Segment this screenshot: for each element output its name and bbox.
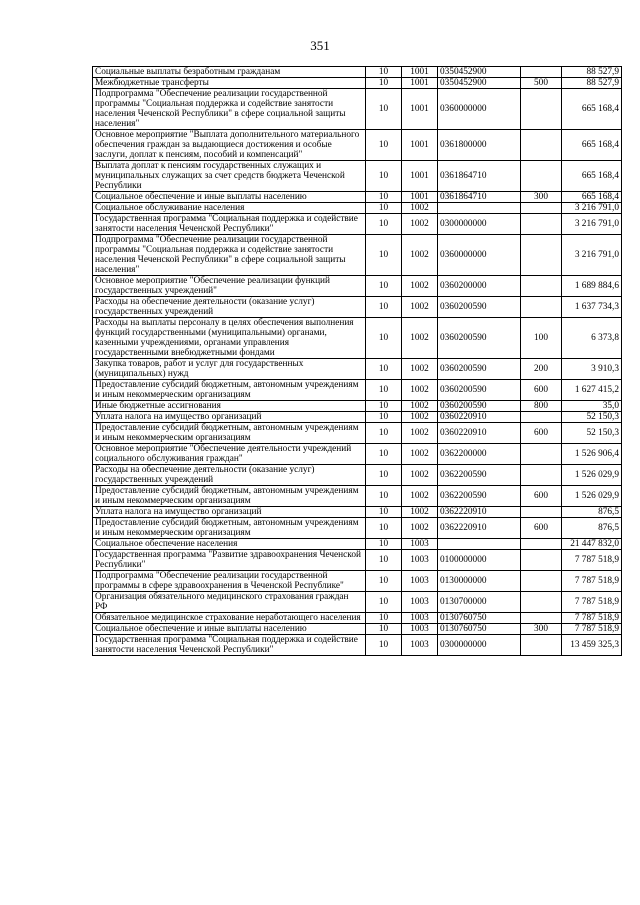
row-subsection-cell: 1002 [402, 518, 438, 539]
row-subsection-cell: 1002 [402, 380, 438, 401]
row-name-cell: Выплата доплат к пенсиям государственных служащих и муниципальных служащих за счет средств бюджета Чеченской Республики [93, 161, 366, 192]
row-section-cell: 10 [366, 235, 402, 276]
row-section-cell: 10 [366, 214, 402, 235]
budget-table [92, 66, 622, 656]
row-vr-cell [521, 635, 562, 656]
row-vr-cell: 800 [521, 401, 562, 412]
row-csr-cell: 0360200000 [438, 276, 521, 297]
row-section-cell: 10 [366, 89, 402, 130]
row-vr-cell [521, 203, 562, 214]
row-vr-cell: 600 [521, 380, 562, 401]
table-row [93, 192, 622, 203]
table-row [93, 592, 622, 613]
row-subsection-cell: 1002 [402, 401, 438, 412]
row-sum-cell: 52 150,3 [562, 412, 622, 423]
row-csr-cell: 0360000000 [438, 235, 521, 276]
row-section-cell: 10 [366, 130, 402, 161]
row-section-cell: 10 [366, 518, 402, 539]
row-name-cell: Обязательное медицинское страхование неработающего населения [93, 613, 366, 624]
row-section-cell: 10 [366, 401, 402, 412]
table-row [93, 203, 622, 214]
table-row [93, 486, 622, 507]
row-vr-cell [521, 613, 562, 624]
row-subsection-cell: 1003 [402, 539, 438, 550]
row-subsection-cell: 1002 [402, 423, 438, 444]
row-sum-cell: 35,0 [562, 401, 622, 412]
row-vr-cell [521, 276, 562, 297]
row-name-cell: Основное мероприятие "Обеспечение деятельности учреждений социального обслуживания граждан" [93, 444, 366, 465]
table-row [93, 571, 622, 592]
row-vr-cell [521, 592, 562, 613]
row-sum-cell: 7 787 518,9 [562, 571, 622, 592]
row-name-cell: Расходы на выплаты персоналу в целях обеспечения выполнения функций государственными (муниципальными) органами, казенными учреждениями, органами управления государственными внебюджетными фондами [93, 318, 366, 359]
row-name-cell: Предоставление субсидий бюджетным, автономным учреждениям и иным некоммерческим организациям [93, 486, 366, 507]
row-section-cell: 10 [366, 203, 402, 214]
row-vr-cell: 600 [521, 486, 562, 507]
row-sum-cell: 1 526 029,9 [562, 486, 622, 507]
row-subsection-cell: 1002 [402, 359, 438, 380]
row-csr-cell: 0362200590 [438, 465, 521, 486]
row-name-cell: Социальные выплаты безработным гражданам [93, 67, 366, 78]
row-vr-cell [521, 539, 562, 550]
row-section-cell: 10 [366, 550, 402, 571]
table-row [93, 635, 622, 656]
row-section-cell: 10 [366, 539, 402, 550]
row-subsection-cell: 1002 [402, 214, 438, 235]
row-vr-cell [521, 507, 562, 518]
row-sum-cell: 1 627 415,2 [562, 380, 622, 401]
row-subsection-cell: 1002 [402, 276, 438, 297]
row-csr-cell: 0362200590 [438, 486, 521, 507]
row-csr-cell: 0360200590 [438, 318, 521, 359]
row-vr-cell [521, 412, 562, 423]
row-name-cell: Социальное обеспечение и иные выплаты населению [93, 624, 366, 635]
row-vr-cell [521, 550, 562, 571]
row-sum-cell: 13 459 325,3 [562, 635, 622, 656]
row-name-cell: Подпрограмма "Обеспечение реализации государственной программы "Социальная поддержка и содействие занятости населения Чеченской Республики" в сфере социальной защиты населения" [93, 89, 366, 130]
row-sum-cell: 88 527,9 [562, 67, 622, 78]
row-sum-cell: 1 526 029,9 [562, 465, 622, 486]
row-section-cell: 10 [366, 624, 402, 635]
row-sum-cell: 7 787 518,9 [562, 592, 622, 613]
row-csr-cell: 0130760750 [438, 613, 521, 624]
table-row [93, 624, 622, 635]
row-name-cell: Организация обязательного медицинского страхования граждан РФ [93, 592, 366, 613]
row-subsection-cell: 1001 [402, 130, 438, 161]
row-csr-cell: 0361864710 [438, 192, 521, 203]
row-section-cell: 10 [366, 465, 402, 486]
row-csr-cell: 0360200590 [438, 359, 521, 380]
row-vr-cell: 600 [521, 423, 562, 444]
row-section-cell: 10 [366, 592, 402, 613]
row-sum-cell: 7 787 518,9 [562, 613, 622, 624]
table-row [93, 318, 622, 359]
row-csr-cell: 0360000000 [438, 89, 521, 130]
row-sum-cell: 3 910,3 [562, 359, 622, 380]
row-csr-cell [438, 203, 521, 214]
table-row [93, 297, 622, 318]
row-subsection-cell: 1002 [402, 297, 438, 318]
row-section-cell: 10 [366, 412, 402, 423]
row-subsection-cell: 1002 [402, 465, 438, 486]
row-vr-cell [521, 235, 562, 276]
table-row [93, 444, 622, 465]
row-section-cell: 10 [366, 297, 402, 318]
row-section-cell: 10 [366, 67, 402, 78]
row-csr-cell: 0350452900 [438, 67, 521, 78]
row-name-cell: Подпрограмма "Обеспечение реализации государственной программы в сфере здравоохранения в Чеченской Республике" [93, 571, 366, 592]
row-sum-cell: 52 150,3 [562, 423, 622, 444]
row-sum-cell: 1 526 906,4 [562, 444, 622, 465]
table-row [93, 412, 622, 423]
row-vr-cell [521, 67, 562, 78]
page-number: 351 [310, 38, 330, 53]
row-section-cell: 10 [366, 444, 402, 465]
table-row [93, 130, 622, 161]
row-subsection-cell: 1002 [402, 203, 438, 214]
row-sum-cell: 7 787 518,9 [562, 550, 622, 571]
row-section-cell: 10 [366, 161, 402, 192]
row-name-cell: Социальное обслуживание населения [93, 203, 366, 214]
row-subsection-cell: 1001 [402, 78, 438, 89]
row-subsection-cell: 1003 [402, 550, 438, 571]
row-name-cell: Государственная программа "Развитие здравоохранения Чеченской Республики" [93, 550, 366, 571]
row-name-cell: Государственная программа "Социальная поддержка и содействие занятости населения Чеченской Республики" [93, 214, 366, 235]
row-csr-cell: 0362220910 [438, 507, 521, 518]
row-csr-cell [438, 539, 521, 550]
row-vr-cell: 500 [521, 78, 562, 89]
row-sum-cell: 876,5 [562, 518, 622, 539]
table-row [93, 78, 622, 89]
row-subsection-cell: 1003 [402, 613, 438, 624]
table-row [93, 465, 622, 486]
row-name-cell: Расходы на обеспечение деятельности (оказание услуг) государственных учреждений [93, 297, 366, 318]
row-sum-cell: 21 447 832,0 [562, 539, 622, 550]
row-subsection-cell: 1001 [402, 89, 438, 130]
row-name-cell: Государственная программа "Социальная поддержка и содействие занятости населения Чеченской Республики" [93, 635, 366, 656]
row-name-cell: Основное мероприятие "Обеспечение реализации функций государственных учреждений" [93, 276, 366, 297]
row-vr-cell: 100 [521, 318, 562, 359]
row-section-cell: 10 [366, 571, 402, 592]
row-csr-cell: 0130760750 [438, 624, 521, 635]
table-row [93, 539, 622, 550]
row-name-cell: Иные бюджетные ассигнования [93, 401, 366, 412]
row-sum-cell: 88 527,9 [562, 78, 622, 89]
row-name-cell: Межбюджетные трансферты [93, 78, 366, 89]
row-subsection-cell: 1003 [402, 624, 438, 635]
row-sum-cell: 665 168,4 [562, 161, 622, 192]
row-sum-cell: 6 373,8 [562, 318, 622, 359]
row-section-cell: 10 [366, 613, 402, 624]
table-row [93, 67, 622, 78]
table-row [93, 613, 622, 624]
row-name-cell: Предоставление субсидий бюджетным, автономным учреждениям и иным некоммерческим организациям [93, 380, 366, 401]
row-subsection-cell: 1002 [402, 318, 438, 359]
row-subsection-cell: 1002 [402, 412, 438, 423]
row-subsection-cell: 1002 [402, 444, 438, 465]
row-sum-cell: 3 216 791,0 [562, 235, 622, 276]
row-name-cell: Социальное обеспечение и иные выплаты населению [93, 192, 366, 203]
row-vr-cell [521, 89, 562, 130]
row-csr-cell: 0361864710 [438, 161, 521, 192]
row-csr-cell: 0360200590 [438, 401, 521, 412]
row-csr-cell: 0360220910 [438, 412, 521, 423]
row-csr-cell: 0300000000 [438, 635, 521, 656]
row-sum-cell: 1 689 884,6 [562, 276, 622, 297]
row-sum-cell: 665 168,4 [562, 89, 622, 130]
row-csr-cell: 0100000000 [438, 550, 521, 571]
row-sum-cell: 665 168,4 [562, 192, 622, 203]
row-vr-cell: 200 [521, 359, 562, 380]
table-row [93, 401, 622, 412]
row-name-cell: Предоставление субсидий бюджетным, автономным учреждениям и иным некоммерческим организациям [93, 423, 366, 444]
row-vr-cell [521, 444, 562, 465]
row-section-cell: 10 [366, 318, 402, 359]
table-row [93, 161, 622, 192]
row-subsection-cell: 1002 [402, 486, 438, 507]
table-row [93, 518, 622, 539]
row-subsection-cell: 1002 [402, 507, 438, 518]
row-vr-cell: 300 [521, 192, 562, 203]
row-sum-cell: 876,5 [562, 507, 622, 518]
row-csr-cell: 0350452900 [438, 78, 521, 89]
row-section-cell: 10 [366, 276, 402, 297]
row-csr-cell: 0360200590 [438, 380, 521, 401]
table-row [93, 423, 622, 444]
row-csr-cell: 0130700000 [438, 592, 521, 613]
row-csr-cell: 0361800000 [438, 130, 521, 161]
row-sum-cell: 3 216 791,0 [562, 203, 622, 214]
row-subsection-cell: 1003 [402, 592, 438, 613]
row-sum-cell: 7 787 518,9 [562, 624, 622, 635]
row-section-cell: 10 [366, 78, 402, 89]
table-row [93, 550, 622, 571]
row-subsection-cell: 1001 [402, 161, 438, 192]
row-name-cell: Расходы на обеспечение деятельности (оказание услуг) государственных учреждений [93, 465, 366, 486]
table-row [93, 359, 622, 380]
row-subsection-cell: 1003 [402, 571, 438, 592]
row-section-cell: 10 [366, 359, 402, 380]
row-name-cell: Подпрограмма "Обеспечение реализации государственной программы "Социальная поддержка и содействие занятости населения Чеченской Республики" в сфере социальной защиты населения" [93, 235, 366, 276]
table-row [93, 214, 622, 235]
table-row [93, 235, 622, 276]
row-csr-cell: 0300000000 [438, 214, 521, 235]
row-name-cell: Социальное обеспечение населения [93, 539, 366, 550]
row-csr-cell: 0362200000 [438, 444, 521, 465]
row-section-cell: 10 [366, 486, 402, 507]
table-row [93, 380, 622, 401]
row-csr-cell: 0362220910 [438, 518, 521, 539]
row-sum-cell: 3 216 791,0 [562, 214, 622, 235]
budget-table-body [93, 67, 622, 656]
row-section-cell: 10 [366, 380, 402, 401]
row-csr-cell: 0130000000 [438, 571, 521, 592]
row-name-cell: Уплата налога на имущество организаций [93, 507, 366, 518]
row-vr-cell [521, 297, 562, 318]
row-vr-cell: 600 [521, 518, 562, 539]
row-sum-cell: 665 168,4 [562, 130, 622, 161]
table-row [93, 507, 622, 518]
row-name-cell: Основное мероприятие "Выплата дополнительного материального обеспечения граждан за выдающиеся достижения и особые заслуги, доплат к пенсиям, пособий и компенсаций" [93, 130, 366, 161]
row-csr-cell: 0360200590 [438, 297, 521, 318]
row-vr-cell: 300 [521, 624, 562, 635]
row-subsection-cell: 1001 [402, 192, 438, 203]
row-subsection-cell: 1003 [402, 635, 438, 656]
row-vr-cell [521, 465, 562, 486]
row-vr-cell [521, 161, 562, 192]
row-name-cell: Уплата налога на имущество организаций [93, 412, 366, 423]
row-vr-cell [521, 214, 562, 235]
row-subsection-cell: 1002 [402, 235, 438, 276]
row-csr-cell: 0360220910 [438, 423, 521, 444]
table-row [93, 276, 622, 297]
row-name-cell: Закупка товаров, работ и услуг для государственных (муниципальных) нужд [93, 359, 366, 380]
table-row [93, 89, 622, 130]
row-section-cell: 10 [366, 507, 402, 518]
row-section-cell: 10 [366, 423, 402, 444]
row-sum-cell: 1 637 734,3 [562, 297, 622, 318]
row-vr-cell [521, 571, 562, 592]
row-section-cell: 10 [366, 635, 402, 656]
row-section-cell: 10 [366, 192, 402, 203]
row-name-cell: Предоставление субсидий бюджетным, автономным учреждениям и иным некоммерческим организациям [93, 518, 366, 539]
row-subsection-cell: 1001 [402, 67, 438, 78]
row-vr-cell [521, 130, 562, 161]
